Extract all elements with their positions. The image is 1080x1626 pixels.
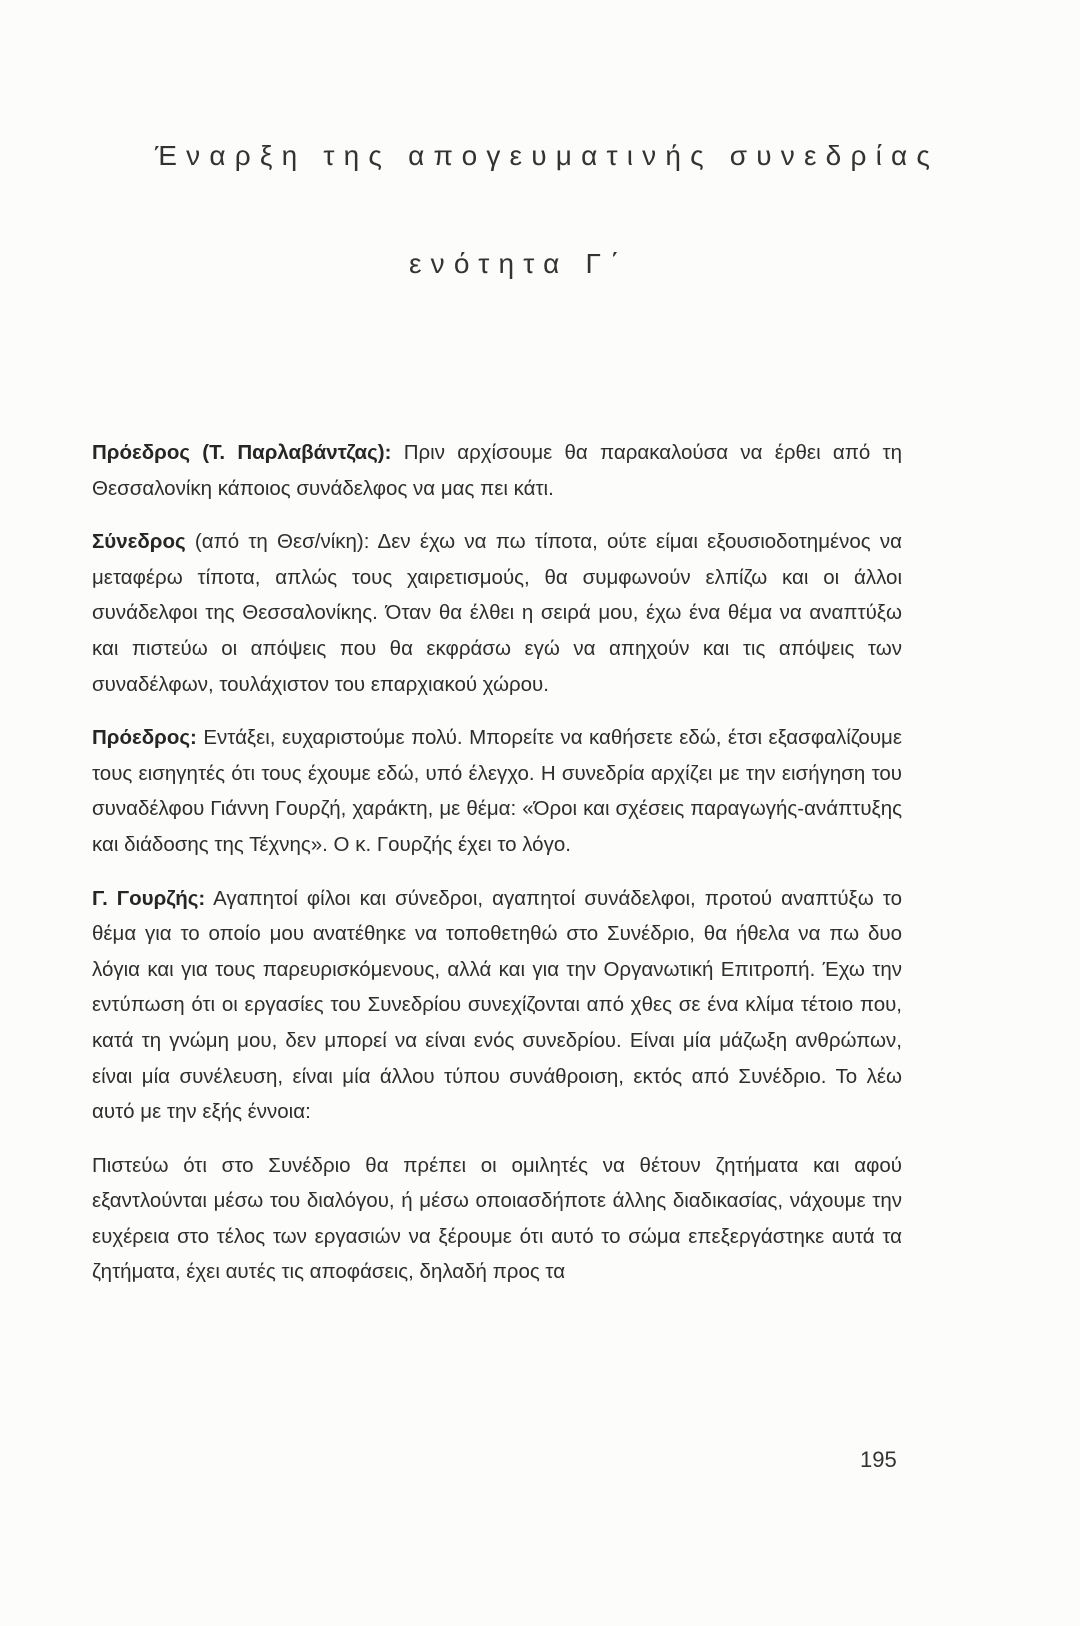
body-text — [92, 435, 902, 1308]
paragraph-text: Αγαπητοί φίλοι και σύνεδροι, αγαπητοί συνάδελφοι, προτού αναπτύξω το θέμα για το οποίο μου ανατέθηκε να τοποθετηθώ στο Συνέδριο, θα ήθελα να πω δυο λόγια και για τους παρευρισκόμενους, αλλά και για την Οργανωτική Επιτροπή. Έχω την εντύπωση ότι οι εργασίες του Συνεδρίου συνεχίζονται από χθες σε ένα κλίμα τέτοιο που, κατά τη γνώμη μου, δεν μπορεί να είναι ενός συνεδρίου. Είναι μία μάζωξη ανθρώπων, είναι μία συνέλευση, είναι μία άλλου τύπου συνάθροιση, εκτός από Συνέδριο. Το λέω αυτό με την εξής έννοια: — [92, 886, 902, 1124]
section-subheading: ενότητα Γ΄ — [409, 248, 629, 279]
section-heading: Έναρξη της απογευματινής συνεδρίας — [155, 140, 940, 171]
paragraph-chairman-intro — [92, 720, 902, 862]
speaker-label: Σύνεδρος — [92, 530, 186, 554]
paragraph-gourzis-continued — [92, 1148, 902, 1290]
speaker-label: Πρόεδρος: — [92, 726, 197, 750]
paragraph-delegate — [92, 524, 902, 702]
paragraph-text: Πιστεύω ότι στο Συνέδριο θα πρέπει οι ομιλητές να θέτουν ζητήματα και αφού εξαντλούνται μέσω του διαλόγου, ή μέσω οποιασδήποτε άλλης διαδικασίας, νάχουμε την ευχέρεια στο τέλος των εργασιών να ξέρουμε ότι αυτό το σώμα επεξεργάστηκε αυτά τα ζητήματα, έχει αυτές τις αποφάσεις, δηλαδή προς τα — [92, 1153, 902, 1284]
paragraph-text: Πριν αρχίσουμε θα παρακαλούσα να έρθει από τη Θεσσαλονίκη κάποιος συνάδελφος να μας πει κάτι. — [92, 441, 903, 500]
page-number: 195 — [860, 1447, 897, 1472]
speaker-label: Γ. Γουρζής: — [92, 886, 206, 910]
speaker-label: Πρόεδρος (Τ. Παρλαβάντζας): — [92, 441, 392, 464]
paragraph-gourzis — [92, 881, 902, 1130]
paragraph-text: Εντάξει, ευχαριστούμε πολύ. Μπορείτε να καθήσετε εδώ, έτσι εξασφαλίζουμε τους εισηγητές ότι τους έχουμε εδώ, υπό έλεγχο. Η συνεδρία αρχίζει με την εισήγηση του συναδέλφου Γιάννη Γουρζή, χαράκτη, με θέμα: «Όροι και σχέσεις παραγωγής-ανάπτυξης και διάδοσης της Τέχνης». Ο κ. Γουρζής έχει το λόγο. — [92, 726, 902, 856]
paragraph-text: (από τη Θεσ/νίκη): Δεν έχω να πω τίποτα, ούτε είμαι εξουσιοδοτημένος να μεταφέρω τίποτα, απλώς τους χαιρετισμούς, θα συμφωνούν ελπίζω και οι άλλοι συνάδελφοι της Θεσσαλονίκης. Όταν θα έλθει η σειρά μου, έχω ένα θέμα να αναπτύξω και πιστεύω οι απόψεις που θα εκφράσω εγώ να απηχούν και τις απόψεις των συναδέλφων, τουλάχιστον του επαρχιακού χώρου. — [92, 530, 902, 696]
paragraph-chairman-opening — [92, 435, 902, 506]
